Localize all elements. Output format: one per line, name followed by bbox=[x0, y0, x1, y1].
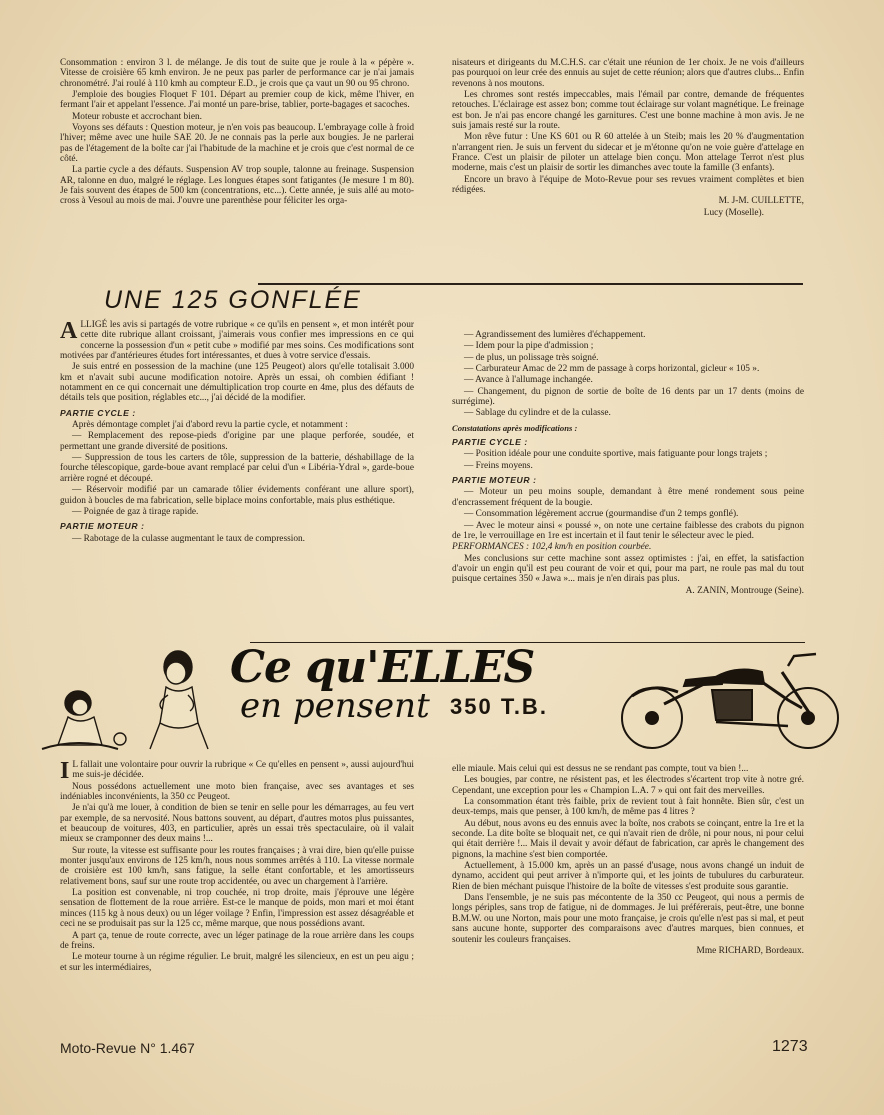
list-item: — Poignée de gaz à tirage rapide. bbox=[72, 506, 199, 517]
article2-right-column bbox=[452, 764, 804, 957]
list-item: — Position idéale pour une conduite sportive, mais fatiguante pour longs trajets ; bbox=[464, 449, 768, 460]
list-item: — Freins moyens. bbox=[464, 460, 533, 471]
signature-place: Lucy (Moselle). bbox=[703, 207, 764, 218]
paragraph: La consommation étant très faible, prix de revient tout à fait honnête. Bien sûr, c'est un deux-temps, mais que penser, à 100 km/h, de même pas 4 litres ? bbox=[452, 797, 804, 818]
motorcycle-illustration bbox=[612, 642, 850, 754]
list-item: — Agrandissement des lumières d'échappement. bbox=[464, 330, 646, 340]
paragraph: Je suis entré en possession de la machine (une 125 Peugeot) alors qu'elle totalisait 3.000 km et n'avait subi aucune modification notoire. Après un essai, oh combien édifiant ! notamment en ce qui concernait une démultiplication trop courte en 4me, plus des défauts de détails tels que position, réglables etc..., j'ai décidé de la modifier. bbox=[60, 362, 414, 404]
women-illustration bbox=[38, 645, 228, 751]
paragraph: Mon rêve futur : Une KS 601 ou R 60 attelée à un Steib; mais les 20 % d'augmentation n'arrangent rien. Je suis un fervent du sidecar et je m'étonne qu'on ne voie guère d'attelage en France. C'est un plaisir de piloter un attelage bien conçu. Mon attelage Terrot n'est plus moderne, mais c'est un plaisir de sortir les dimanches avec toute la famille (3 enfants). bbox=[452, 132, 804, 174]
signature: A. ZANIN, Montrouge (Seine). bbox=[685, 585, 804, 596]
list-item: — Rabotage de la culasse augmentant le taux de compression. bbox=[72, 533, 306, 544]
list-item: — Moteur un peu moins souple, demandant à être mené rondement sous peine d'encrassement fréquent de la bougie. bbox=[452, 487, 804, 508]
footer-publication: Moto-Revue N° 1.467 bbox=[60, 1040, 195, 1056]
section-heading: PARTIE MOTEUR : bbox=[452, 475, 537, 486]
banner-title-line1: Ce qu'ELLES bbox=[230, 642, 535, 693]
list-item: — Avance à l'allumage inchangée. bbox=[464, 375, 593, 386]
article1-left-column bbox=[60, 320, 414, 545]
section-heading: PARTIE MOTEUR : bbox=[60, 521, 145, 532]
paragraph: Nous possédons actuellement une moto bien française, avec ses avantages et ses indéniables inconvénients, la 350 cc Peugeot. bbox=[60, 781, 414, 803]
article1-right-column bbox=[452, 330, 804, 597]
paragraph: J'emploie des bougies Floquet F 101. Départ au premier coup de kick, même l'hiver, en fermant l'air et appelant l'essence. J'ai monté un pare-brise, tablier, porte-bagages et sacoches. bbox=[60, 90, 414, 111]
top-left-column bbox=[60, 58, 414, 208]
list-item: — Avec le moteur ainsi « poussé », on note une certaine faiblesse des crabots du pignon de 1re, le verrouillage en 1re est incertain et il faut tenir le sélecteur avec le pied. bbox=[452, 520, 804, 541]
paragraph: Actuellement, à 15.000 km, après un an passé d'usage, nous avons changé un induit de dynamo, accident qui peut arriver à n'importe qui, et les joints de tubulures du carburateur. Rien de bien méchant puisque l'histoire de la boîte de vitesses s'est produite sous garantie. bbox=[452, 861, 804, 892]
intro-text: L fallait une volontaire pour ouvrir la rubrique « Ce qu'elles en pensent », aussi aujourd'hui me suis-je décidée. bbox=[72, 760, 414, 781]
list-item: — Remplacement des repose-pieds d'origine par une plaque perforée, soudée, et permettant une grande diversité de positions. bbox=[60, 431, 414, 452]
section-heading: PARTIE CYCLE : bbox=[60, 407, 136, 418]
top-right-column bbox=[452, 58, 804, 219]
paragraph: Voyons ses défauts : Question moteur, je n'en vois pas beaucoup. L'embrayage colle à froid l'hiver; même avec une huile SAE 20. Je ne connais pas la perle aux bougies. Je ne parlerai pas de l'étagement de la boîte car j'ai l'habitude de la machine et je crois que c'est normal de ce côté. bbox=[60, 123, 414, 165]
paragraph: Sur route, la vitesse est suffisante pour les routes françaises ; à vrai dire, bien qu'elle puisse monter jusqu'aux environs de 125 km/h, nous nous sommes arrêtés à 110. La vitesse normale de croisière est 100 km/h, sans fatigue, la selle étant confortable, et les amortisseurs relativement bons, sauf sur une route trop accidentée, ou avec un chargement à l'arrière. bbox=[60, 845, 414, 887]
list-item: — de plus, un polissage très soigné. bbox=[464, 352, 599, 363]
list-item: — Suppression de tous les carters de tôle, suppression de la batterie, déshabillage de la fourche télescopique, garde-boue avant remplacé par celui d'un « Libéria-Ydral », garde-boue arrière rogné et découpé. bbox=[60, 453, 414, 484]
paragraph: Consommation : environ 3 l. de mélange. Je dis tout de suite que je roule à la « pépère ». Vitesse de croisière 65 kmh environ. Je ne peux pas parler de performance car je n'ai jamais chronométré. J'ai roulé à 110 kmh au compteur E.D., je crois que ça vaut un 90 ou 95 chrono. bbox=[60, 58, 414, 89]
intro-text: LLIGÉ les avis si partagés de votre rubrique « ce qu'ils en pensent », et mon intérêt pour cette dite rubrique allant croissant, j'aimerais vous confier mes impressions en ce qui concerne la possession d'un « petit cube » modifié par mes soins. Ces modifications sont motivées par d'antérieures études fort intéressantes, et dues à votre service d'essais. bbox=[60, 320, 414, 362]
list-item: — Carburateur Amac de 22 mm de passage à corps horizontal, gicleur « 105 ». bbox=[464, 364, 760, 375]
banner-model: 350 T.B. bbox=[450, 694, 548, 719]
list-item: — Changement, du pignon de sortie de boîte de 16 dents par un 17 dents (moins de surrégime). bbox=[452, 386, 804, 408]
paragraph: Le moteur tourne à un régime régulier. Le bruit, malgré les silencieux, en est un peu aigu ; et sur les intermédiaires, bbox=[60, 952, 414, 973]
paragraph: A part ça, tenue de route correcte, avec un léger patinage de la roue arrière dans les coups de freins. bbox=[60, 930, 414, 951]
paragraph: La position est convenable, ni trop couchée, ni trop droite, mais j'éprouve une légère sensation de flottement de la roue arrière. Est-ce le manque de poids, mon mari et moi étant minces (115 kg à nous deux) ou un léger voilage ? Enfin, l'impression est assez désagréable et ceci ne se produisait pas sur la 125 cc, même marque, que nous possédions avant. bbox=[60, 888, 414, 930]
article-headline: UNE 125 GONFLÉE bbox=[104, 286, 362, 314]
section-heading: PARTIE CYCLE : bbox=[452, 437, 528, 448]
constatations-heading: Constatations après modifications : bbox=[452, 422, 578, 433]
paragraph: elle miaule. Mais celui qui est dessus ne se rendant pas compte, tout va bien !... bbox=[452, 764, 749, 774]
paragraph: Dans l'ensemble, je ne suis pas mécontente de la 350 cc Peugeot, qui nous a permis de longs périples, sans trop de fatigue, ni de dommages. Je lui préférerais, peut-être, une bonne B.M.W. ou une Norton, mais pour une moto française, je crois qu'elle n'est pas si mal, et peut sans aucune honte, supporter des comparaisons avec d'autres marques, bien connues, et soutenir les couleurs françaises. bbox=[452, 893, 804, 945]
paragraph: Après démontage complet j'ai d'abord revu la partie cycle, et notamment : bbox=[72, 420, 348, 431]
paragraph: Je n'ai qu'à me louer, à condition de bien se tenir en selle pour les démarrages, au feu vert par exemple, de sa nervosité. Nous battons souvent, au départ, d'autres motos plus puissantes, et beaucoup de voitures, 403, en particulier, après un essai très spectaculaire, où il valait mieux se cramponner des deux mains !... bbox=[60, 803, 414, 845]
banner-title-line2: en pensent bbox=[240, 686, 430, 726]
signature-name: M. J-M. CUILLETTE, bbox=[718, 196, 804, 207]
paragraph: Moteur robuste et accrochant bien. bbox=[72, 111, 202, 122]
paragraph: Encore un bravo à l'équipe de Moto-Revue pour ses revues vraiment complètes et bien rédigées. bbox=[452, 174, 804, 196]
list-item: — Consommation légèrement accrue (gourmandise d'un 2 temps gonflé). bbox=[464, 509, 739, 520]
paragraph: Les bougies, par contre, ne résistent pas, et les électrodes s'écartent trop vite à notre gré. Cependant, une exception pour les « Champion L.A. 7 » qui ont fait des merveilles. bbox=[452, 775, 804, 796]
paragraph: nisateurs et dirigeants du M.C.H.S. car c'était une réunion de 1er choix. Je ne vois d'ailleurs pas pourquoi on leur crée des ennuis au sujet de cette réunion; alors que d'autres clubs... Enfin revenons à nos moutons. bbox=[452, 58, 804, 89]
list-item: — Idem pour la pipe d'admission ; bbox=[464, 341, 594, 352]
drop-cap: A bbox=[60, 318, 78, 344]
paragraph: Au début, nous avons eu des ennuis avec la boîte, nos crabots se coinçant, entre la 1re et la seconde. La dite boîte se bloquait net, ce qui n'avait rien de drôle, ni pour nous, ni pour celui qui était derrière !... Mais il devait y avoir défaut de fabrication, car après le changement des pignons, la machine s'est bien comportée. bbox=[452, 818, 804, 860]
list-item: — Sablage du cylindre et de la culasse. bbox=[464, 408, 611, 419]
page-number: 1273 bbox=[772, 1038, 808, 1055]
conclusion: Mes conclusions sur cette machine sont assez optimistes : j'ai, en effet, la satisfaction d'avoir un engin qu'il est peu courant de voir et qui, pour ma part, ne roule pas mal du tout puisque certaines 350 « Jawa »... mais je n'en dirais pas plus. bbox=[452, 553, 804, 585]
paragraph: Les chromes sont restés impeccables, mais l'émail par contre, demande de fréquentes retouches. L'éclairage est assez bon; comme tout éclairage sur volant magnétique. Le freinage est bon. Je n'ai pas encore changé les garnitures. C'est une bonne machine à mon avis. Je ne suis jamais resté sur la route. bbox=[452, 90, 804, 132]
list-item: — Réservoir modifié par un camarade tôlier évidements conférant une allure sport), guidon à boucles de ma fabrication, selle biplace moins confortable, mais plus esthétique. bbox=[60, 485, 414, 506]
signature: Mme RICHARD, Bordeaux. bbox=[696, 945, 804, 956]
article2-left-column bbox=[60, 760, 414, 974]
performances: PERFORMANCES : 102,4 km/h en position courbée. bbox=[452, 542, 652, 553]
drop-cap: I bbox=[60, 758, 70, 784]
headline-rule bbox=[258, 283, 803, 285]
paragraph: La partie cycle a des défauts. Suspension AV trop souple, talonne au freinage. Suspension AR, talonne en duo, malgré le réglage. Les longues étapes sont fatigantes (Je mesure 1 m 80). Je fais souvent des étapes de 500 km (concentrations, etc...). Cette année, je suis allé au moto-cross à Vesoul au mois de mai. J'ouvre une parenthèse pour féliciter les orga- bbox=[60, 165, 414, 207]
